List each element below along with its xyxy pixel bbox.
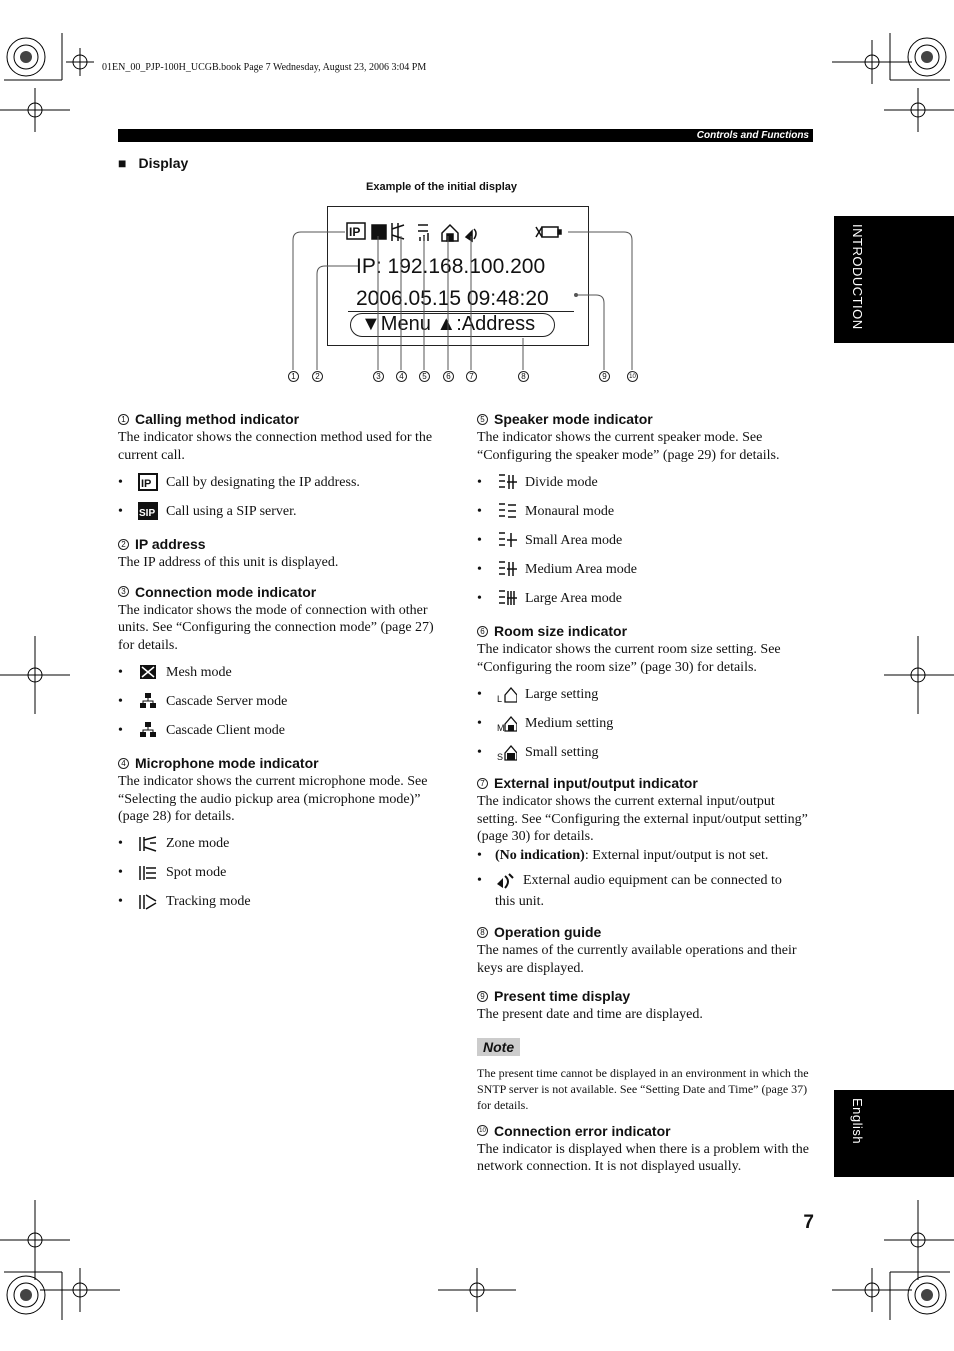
list-item: • Cascade Client mode bbox=[118, 722, 285, 738]
up-arrow-icon: ▲ bbox=[436, 313, 457, 335]
ip-address-heading: 2 IP address bbox=[118, 536, 450, 552]
operation-guide-text: The names of the currently available operations and their keys are displayed. bbox=[477, 943, 797, 976]
monaural-mode-icon bbox=[497, 502, 517, 520]
speaker-mode-text: The indicator shows the current speaker mode. See “Configuring the speaker mode” (page 29) for details. bbox=[477, 430, 780, 463]
spot-mode-icon bbox=[138, 864, 158, 882]
medium-area-icon bbox=[497, 560, 517, 578]
cascade-server-icon bbox=[138, 692, 158, 710]
list-item: • S Small setting bbox=[477, 744, 599, 761]
list-item: • Tracking mode bbox=[118, 894, 251, 909]
zone-mode-icon bbox=[138, 835, 158, 853]
note-label: Note bbox=[477, 1038, 520, 1056]
callout-2: 2 bbox=[312, 371, 323, 382]
callout-4: 4 bbox=[396, 371, 407, 382]
list-item: • IP Call by designating the IP address. bbox=[118, 474, 360, 490]
lcd-ip-address: IP: 192.168.100.200 bbox=[356, 255, 546, 278]
callout-1: 1 bbox=[288, 371, 299, 382]
large-area-icon bbox=[497, 589, 517, 607]
calling-method-heading: 1 Calling method indicator bbox=[118, 411, 450, 427]
room-large-icon bbox=[497, 685, 517, 703]
callout-8: 8 bbox=[518, 371, 529, 382]
list-item: • (No indication): External input/output is not set. bbox=[477, 847, 769, 863]
list-item: • Monaural mode bbox=[477, 503, 615, 519]
down-arrow-icon: ▼ bbox=[361, 313, 381, 335]
list-item: • Cascade Server mode bbox=[118, 693, 288, 709]
list-item: • L Large setting bbox=[477, 686, 599, 703]
list-item: • Divide mode bbox=[477, 474, 598, 490]
small-area-icon bbox=[497, 531, 517, 549]
svg-text:SIP: SIP bbox=[139, 508, 156, 519]
list-item: • External audio equipment can be connected to bbox=[477, 873, 782, 888]
list-item: • Zone mode bbox=[118, 836, 230, 851]
mesh-mode-icon bbox=[138, 663, 158, 681]
room-size-text: The indicator shows the current room size setting. See “Configuring the room size” (page 30) for details. bbox=[477, 642, 781, 675]
list-item: • Spot mode bbox=[118, 865, 227, 880]
external-io-heading: 7 External input/output indicator bbox=[477, 775, 813, 791]
calling-method-text: The indicator shows the connection method used for the current call. bbox=[118, 430, 433, 463]
cascade-client-icon bbox=[138, 721, 158, 739]
divide-mode-icon bbox=[497, 473, 517, 491]
ip-call-icon bbox=[138, 473, 158, 491]
connection-mode-text: The indicator shows the mode of connection with other units. See “Configuring the connection mode” (page 27) for details. bbox=[118, 602, 434, 653]
callout-5: 5 bbox=[419, 371, 430, 382]
present-time-heading: 9 Present time display bbox=[477, 988, 813, 1004]
tracking-mode-icon bbox=[138, 893, 158, 911]
connection-error-text: The indicator is displayed when there is a problem with the network connection. It is not displayed usually. bbox=[477, 1141, 810, 1174]
side-tab-introduction: INTRODUCTION bbox=[834, 216, 954, 343]
microphone-mode-text: The indicator shows the current microphone mode. See “Selecting the audio pickup area (microphone mode)” (page 28) for details. bbox=[118, 774, 428, 824]
list-item: • Large Area mode bbox=[477, 590, 622, 606]
room-medium-icon bbox=[497, 714, 517, 732]
right-column bbox=[477, 411, 813, 1176]
svg-text:M: M bbox=[497, 723, 505, 732]
room-size-heading: 6 Room size indicator bbox=[477, 623, 813, 639]
list-item: • Small Area mode bbox=[477, 532, 623, 548]
list-item: • SIP Call using a SIP server. bbox=[118, 503, 297, 519]
list-item: • M Medium setting bbox=[477, 715, 614, 732]
section-header-text: Controls and Functions bbox=[696, 130, 809, 141]
present-time-text: The present date and time are displayed. bbox=[477, 1007, 703, 1022]
callout-lines bbox=[0, 0, 954, 400]
callout-3: 3 bbox=[373, 371, 384, 382]
display-heading: ■ Display bbox=[118, 155, 189, 171]
callout-10: 10 bbox=[627, 371, 638, 382]
callout-7: 7 bbox=[466, 371, 477, 382]
side-tab-english: English bbox=[834, 1090, 954, 1177]
square-bullet-icon: ■ bbox=[118, 155, 127, 171]
external-io-text: The indicator shows the current external input/output setting. See “Configuring the external input/output setting” (page 30) for details. bbox=[477, 794, 808, 844]
callout-9: 9 bbox=[599, 371, 610, 382]
external-audio-text-cont: this unit. bbox=[495, 893, 545, 909]
page-number: 7 bbox=[803, 1212, 814, 1233]
connection-error-heading: 10 Connection error indicator bbox=[477, 1123, 813, 1139]
list-item: • Mesh mode bbox=[118, 664, 232, 680]
external-audio-icon bbox=[495, 872, 515, 890]
lcd-present-time: 2006.05.15 09:48:20 bbox=[356, 287, 549, 310]
book-info-line: 01EN_00_PJP-100H_UCGB.book Page 7 Wednesday, August 23, 2006 3:04 PM bbox=[102, 62, 427, 73]
microphone-mode-heading: 4 Microphone mode indicator bbox=[118, 755, 450, 771]
left-column bbox=[118, 411, 450, 911]
ip-address-text: The IP address of this unit is displayed. bbox=[118, 555, 339, 570]
speaker-mode-heading: 5 Speaker mode indicator bbox=[477, 411, 813, 427]
connection-mode-heading: 3 Connection mode indicator bbox=[118, 584, 450, 600]
figure-caption: Example of the initial display bbox=[366, 181, 517, 193]
sip-call-icon bbox=[138, 502, 158, 520]
operation-guide-heading: 8 Operation guide bbox=[477, 924, 813, 940]
note-block bbox=[477, 1038, 813, 1113]
svg-text:IP: IP bbox=[349, 225, 361, 239]
callout-6: 6 bbox=[443, 371, 454, 382]
svg-text:S: S bbox=[497, 752, 504, 761]
note-text: The present time cannot be displayed in an environment in which the SNTP server is not available. See “Setting Date and Time” (page 37) for details. bbox=[477, 1065, 809, 1112]
room-small-icon bbox=[497, 743, 517, 761]
list-item: • Medium Area mode bbox=[477, 561, 637, 577]
svg-text:IP: IP bbox=[141, 478, 152, 490]
svg-text:L: L bbox=[497, 694, 503, 703]
lcd-operation-guide: ▼Menu ▲:Address bbox=[350, 313, 555, 337]
